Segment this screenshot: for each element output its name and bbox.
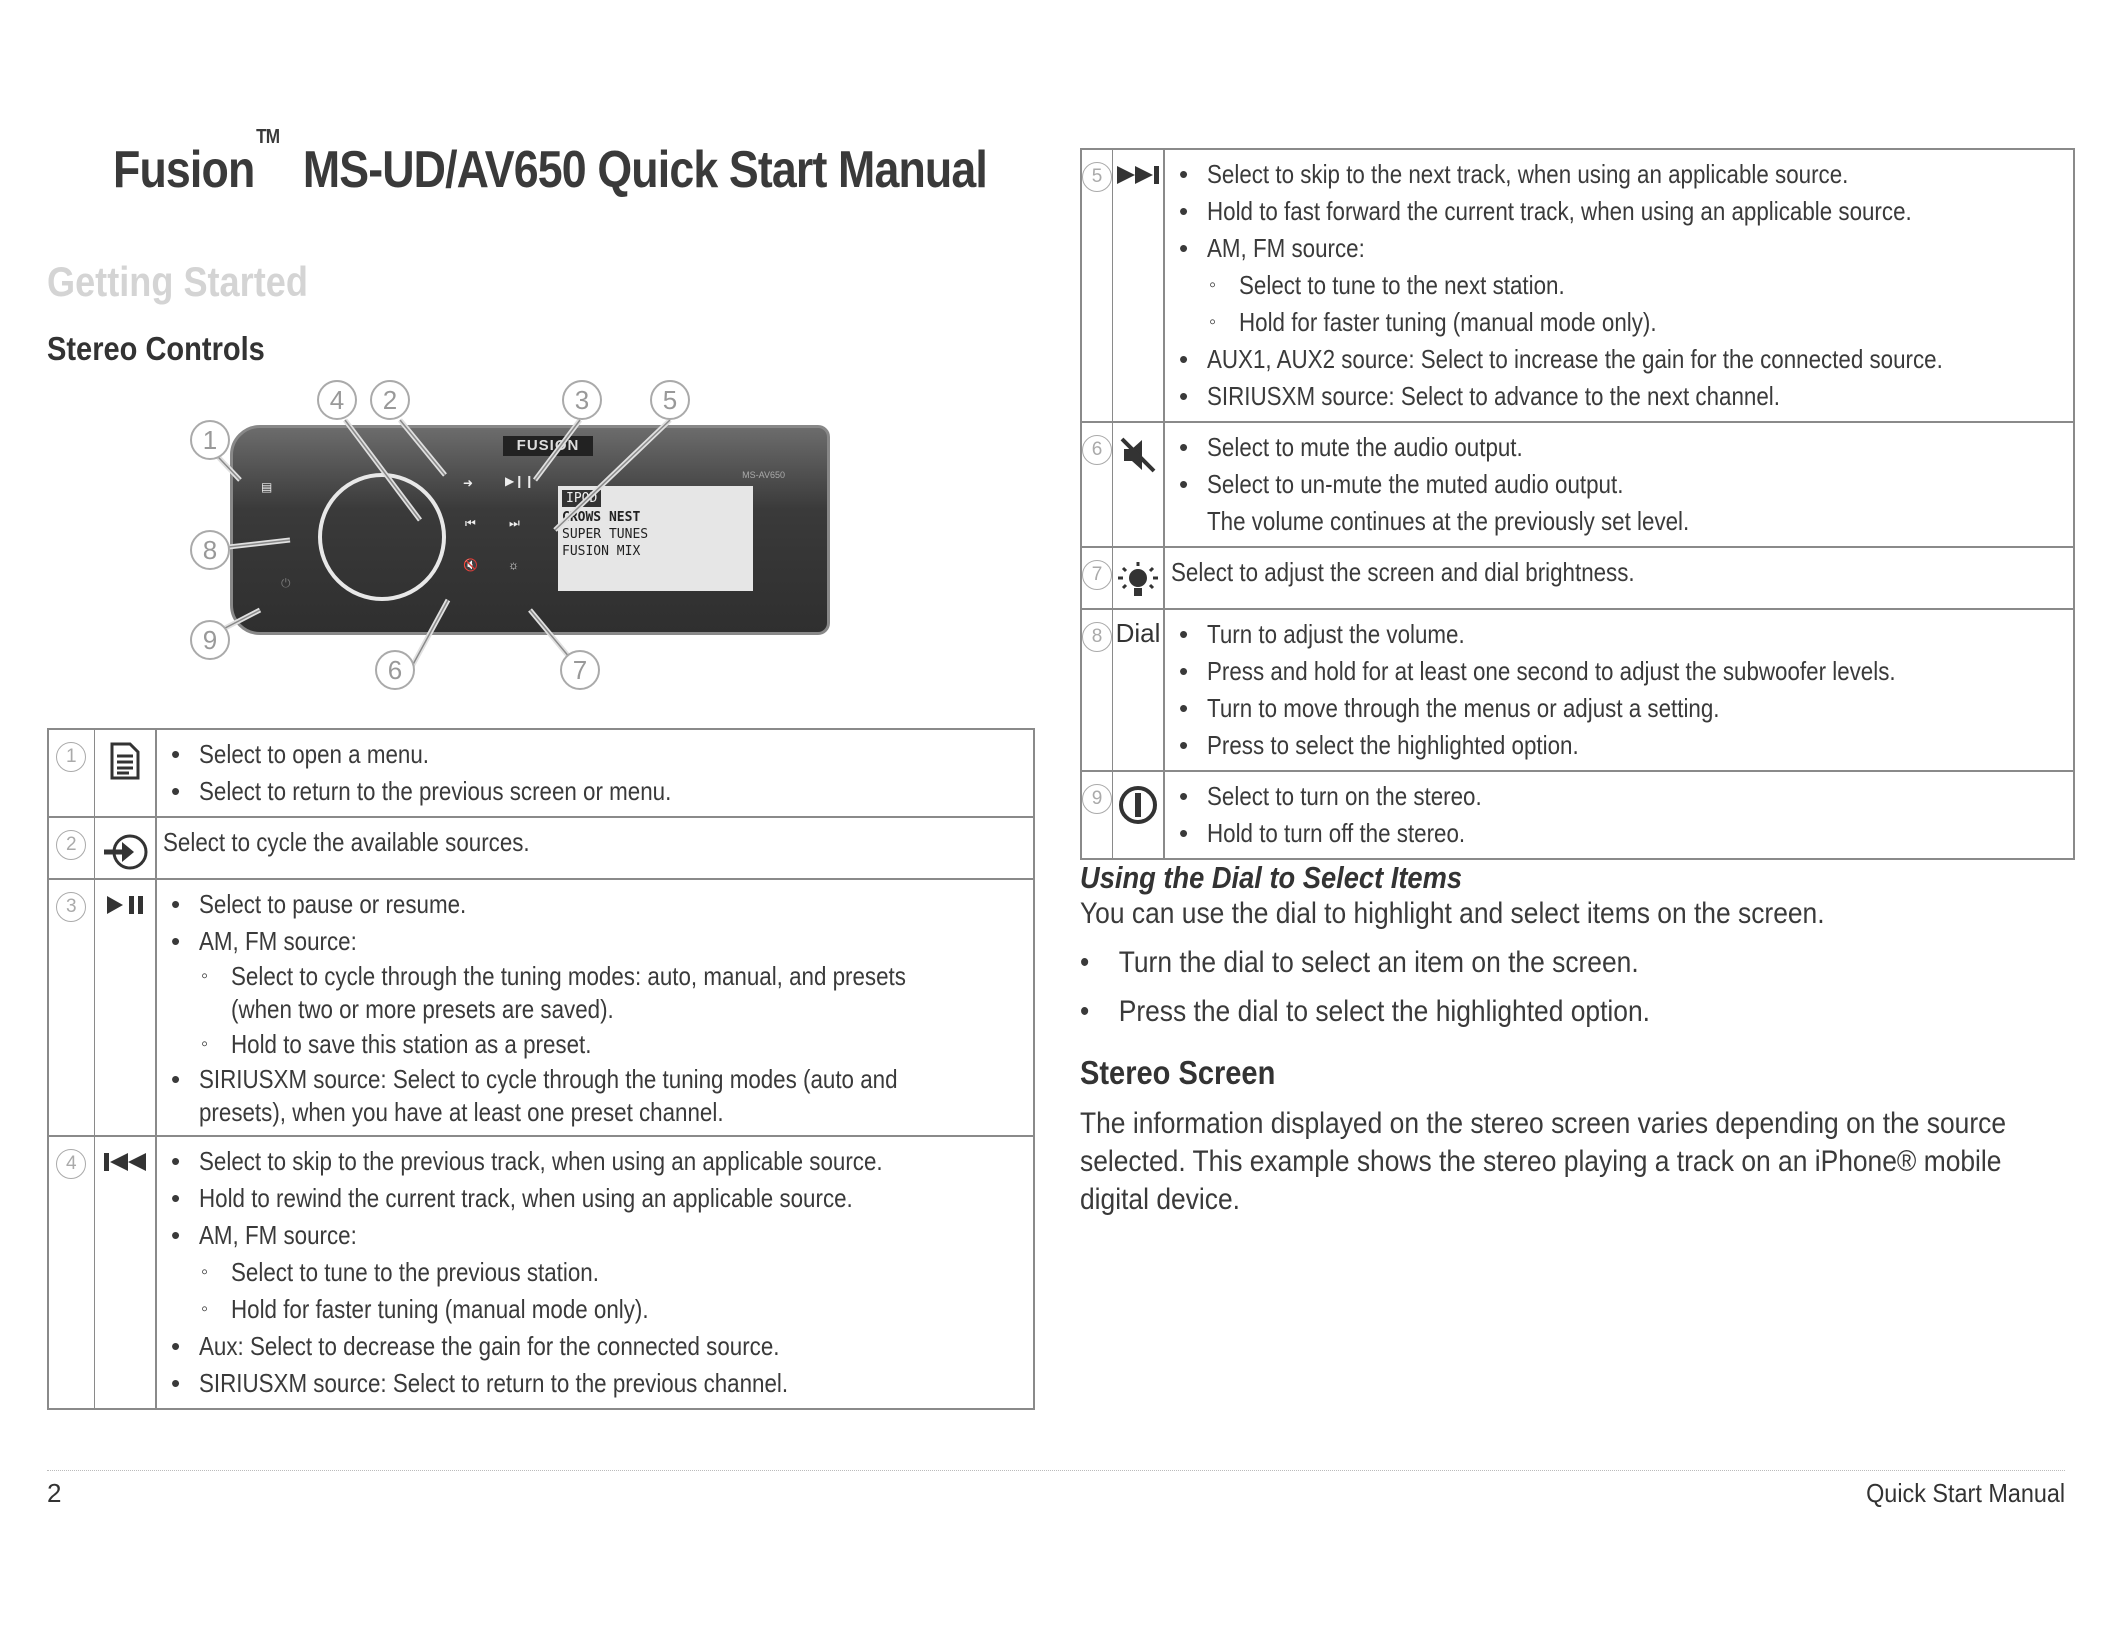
callout-6: 6 [375, 650, 415, 690]
dial-section-heading: Using the Dial to Select Items [1080, 860, 1463, 895]
callout-3: 3 [562, 380, 602, 420]
list-item: • Turn to adjust the volume. [1175, 616, 2063, 653]
callout-4: 4 [317, 380, 357, 420]
row-number: 5 [1082, 162, 1112, 192]
row-number: 7 [1082, 560, 1112, 590]
next-track-icon [1113, 149, 1165, 422]
stereo-screen-text-line: selected. This example shows the stereo playing a track on an iPhone® mobile [1080, 1145, 2002, 1178]
list-item: • AM, FM source: [1175, 230, 2063, 267]
list-item: • Select to skip to the previous track, when using an applicable source. [167, 1143, 1023, 1180]
controls-table-left [47, 728, 1035, 1410]
power-icon [1113, 771, 1165, 859]
brightness-icon [1113, 547, 1165, 609]
dial-intro-text: You can use the dial to highlight and select items on the screen. [1080, 897, 1825, 930]
device-mute-icon: 🔇 [463, 558, 478, 572]
list-item: • Hold to rewind the current track, when using an applicable source. [167, 1180, 1023, 1217]
source-icon [94, 817, 156, 879]
section-heading: Getting Started [47, 258, 308, 305]
device-model: MS-AV650 [742, 470, 785, 480]
brand-name: Fusion [113, 141, 255, 199]
row-number: 1 [56, 742, 86, 772]
device-menu-button-icon: ▤ [261, 480, 273, 494]
stereo-device-illustration [180, 380, 880, 700]
list-item: • Press to select the highlighted option. [1175, 727, 2063, 764]
list-item: • SIRIUSXM source: Select to cycle through the tuning modes (auto and presets), when you have at least one preset channel. [167, 1063, 1023, 1129]
callout-2: 2 [370, 380, 410, 420]
device-power-button-icon: ⏻ [281, 576, 291, 590]
list-item: • SIRIUSXM source: Select to advance to the next channel. [1175, 378, 2063, 415]
list-item: ◦ Select to tune to the next station. [1175, 267, 2063, 304]
device-next-icon: ⏭ [509, 516, 520, 530]
list-item: ◦ Hold for faster tuning (manual mode only). [167, 1291, 1023, 1328]
list-item: ◦ Hold to save this station as a preset. [167, 1026, 1023, 1063]
callout-7: 7 [560, 650, 600, 690]
row-number: 4 [56, 1149, 86, 1179]
dial-bullet: • Turn the dial to select an item on the screen. [1080, 946, 1639, 979]
callout-1: 1 [190, 420, 230, 460]
play-pause-icon [94, 879, 156, 1136]
list-item: • Select to skip to the next track, when using an applicable source. [1175, 156, 2063, 193]
list-item: Select to adjust the screen and dial brightness. [1171, 557, 1635, 587]
list-item: • AM, FM source: [167, 1217, 1023, 1254]
row-number: 3 [56, 892, 86, 922]
list-item: The volume continues at the previously set level. [1207, 506, 1690, 536]
list-item: • SIRIUSXM source: Select to return to the previous channel. [167, 1365, 1023, 1402]
dial-bullet: • Press the dial to select the highlighted option. [1080, 995, 1651, 1028]
list-item: • Select to turn on the stereo. [1175, 778, 2063, 815]
table-row [1081, 771, 2074, 859]
device-screen-line: FUSION MIX [562, 544, 641, 559]
page-number: 2 [47, 1478, 62, 1508]
controls-table-right [1080, 148, 2075, 860]
list-item: • Select to return to the previous screen or menu. [167, 773, 1023, 810]
footer-divider [47, 1470, 2065, 1471]
title-text: MS-UD/AV650 Quick Start Manual [302, 141, 987, 199]
stereo-controls-heading: Stereo Controls [47, 330, 265, 367]
table-row [48, 1136, 1034, 1409]
device-brightness-icon: ☼ [508, 558, 519, 572]
device-source-button-icon: ➜ [463, 476, 474, 490]
device-screen-source: IPOD [562, 490, 601, 507]
list-item: • Turn to move through the menus or adjust a setting. [1175, 690, 2063, 727]
list-item: ◦ Select to tune to the previous station. [167, 1254, 1023, 1291]
table-row [1081, 422, 2074, 547]
table-row [1081, 149, 2074, 422]
callout-lines [180, 380, 880, 700]
page-title [113, 126, 987, 200]
list-item: • AUX1, AUX2 source: Select to increase the gain for the connected source. [1175, 341, 2063, 378]
stereo-screen-text-line: The information displayed on the stereo screen varies depending on the source [1080, 1107, 2007, 1140]
row-number: 8 [1082, 622, 1112, 652]
list-item: Select to cycle the available sources. [163, 827, 530, 857]
table-row [48, 817, 1034, 879]
device-play-pause-icon: ▶❙❙ [505, 474, 535, 488]
list-item: • Press and hold for at least one second to adjust the subwoofer levels. [1175, 653, 2063, 690]
trademark-symbol: TM [256, 126, 280, 148]
list-item: • Aux: Select to decrease the gain for the connected source. [167, 1328, 1023, 1365]
table-row [48, 729, 1034, 817]
list-item: • AM, FM source: [167, 923, 1023, 960]
device-screen-line: SUPER TUNES [562, 527, 649, 542]
list-item: • Select to open a menu. [167, 736, 1023, 773]
footer-title: Quick Start Manual [1866, 1478, 2065, 1508]
dial-label: Dial [1115, 618, 1161, 648]
table-row [1081, 609, 2074, 771]
previous-track-icon [94, 1136, 156, 1409]
row-number: 6 [1082, 435, 1112, 465]
stereo-screen-text-line: digital device. [1080, 1183, 1240, 1216]
row-number: 2 [56, 830, 86, 860]
device-logo: FUSION [503, 436, 593, 456]
table-row [1081, 547, 2074, 609]
callout-9: 9 [190, 620, 230, 660]
callout-5: 5 [650, 380, 690, 420]
menu-icon [94, 729, 156, 817]
list-item: • Select to un-mute the muted audio output. [1175, 466, 2063, 503]
device-screen-line: CROWS NEST [562, 510, 641, 525]
list-item: • Select to mute the audio output. [1175, 429, 2063, 466]
list-item: • Hold to turn off the stereo. [1175, 815, 2063, 852]
list-item: ◦ Hold for faster tuning (manual mode only). [1175, 304, 2063, 341]
table-row [48, 879, 1034, 1136]
list-item: ◦ Select to cycle through the tuning modes: auto, manual, and presets (when two or more presets are saved). [167, 960, 1023, 1026]
mute-icon [1113, 422, 1165, 547]
stereo-screen-heading: Stereo Screen [1080, 1054, 1276, 1091]
row-number: 9 [1082, 784, 1112, 814]
list-item: • Hold to fast forward the current track, when using an applicable source. [1175, 193, 2063, 230]
device-previous-icon: ⏮ [465, 516, 476, 530]
list-item: • Select to pause or resume. [167, 886, 1023, 923]
callout-8: 8 [190, 530, 230, 570]
